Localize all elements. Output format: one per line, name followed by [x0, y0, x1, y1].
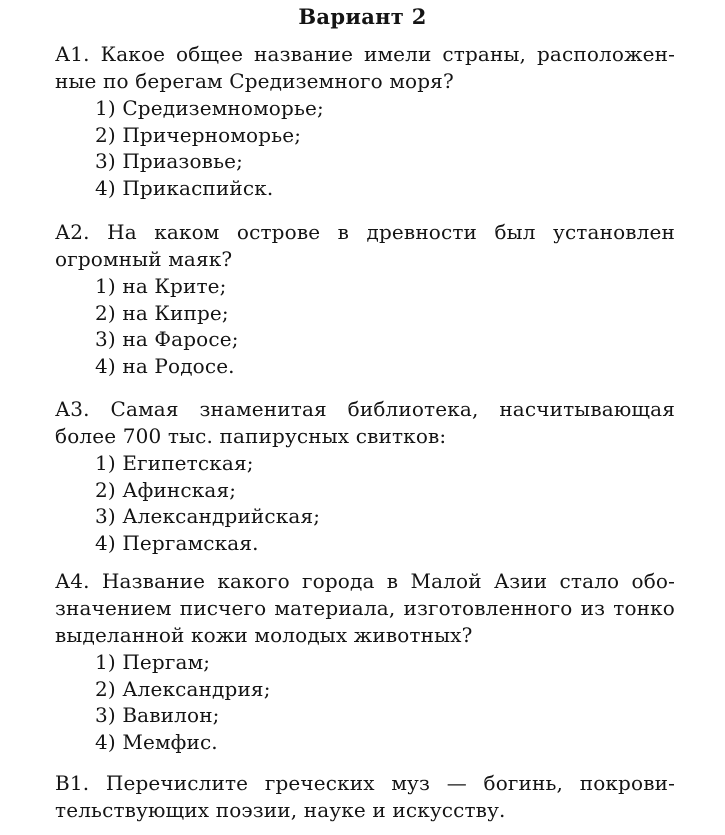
question-text-line: А2. На каком острове в древности был установлен	[55, 220, 675, 244]
question-text-line: выделанной кожи молодых животных?	[55, 623, 473, 647]
question-a3	[55, 396, 675, 556]
question-text-line: В1. Перечислите греческих муз — богинь, покрови-	[55, 771, 675, 795]
answer-option: 3) Вавилон;	[95, 703, 220, 727]
answer-option: 2) на Кипре;	[95, 300, 229, 325]
question-text-line: более 700 тыс. папирусных свитков:	[55, 424, 447, 448]
question-text-line: тельствующих поэзии, науке и искусству.	[55, 798, 506, 822]
answer-option: 3) Александрийская;	[95, 504, 321, 528]
question-a4	[55, 568, 675, 755]
question-text-line: огромный маяк?	[55, 247, 233, 271]
answer-option: 4) Прикаспийск.	[95, 175, 274, 200]
answer-option: 4) Мемфис.	[95, 729, 218, 754]
question-text-line: А3. Самая знаменитая библиотека, насчитывающая	[55, 397, 675, 421]
answer-option: 2) Причерноморье;	[95, 122, 302, 147]
page-title: Вариант 2	[298, 4, 427, 29]
answer-option: 2) Афинская;	[95, 477, 237, 502]
question-text-line: А4. Название какого города в Малой Азии стало обо-	[55, 569, 675, 593]
answer-option: 2) Александрия;	[95, 676, 271, 701]
answer-option: 1) на Крите;	[95, 274, 227, 298]
question-a2	[55, 219, 675, 379]
question-a1	[55, 41, 675, 201]
answer-option: 3) на Фаросе;	[95, 327, 239, 351]
answer-option: 1) Средиземноморье;	[95, 96, 324, 120]
answer-option: 4) Пергамская.	[95, 530, 259, 555]
question-b1	[55, 770, 675, 824]
question-text-line: А1. Какое общее название имели страны, расположен-	[55, 42, 675, 66]
answer-option: 1) Египетская;	[95, 451, 254, 475]
answer-option: 4) на Родосе.	[95, 353, 235, 378]
question-text-line: значением писчего материала, изготовленного из тонко	[55, 596, 675, 620]
answer-option: 3) Приазовье;	[95, 149, 244, 173]
answer-option: 1) Пергам;	[95, 650, 211, 674]
question-text-line: ные по берегам Средиземного моря?	[55, 69, 454, 93]
